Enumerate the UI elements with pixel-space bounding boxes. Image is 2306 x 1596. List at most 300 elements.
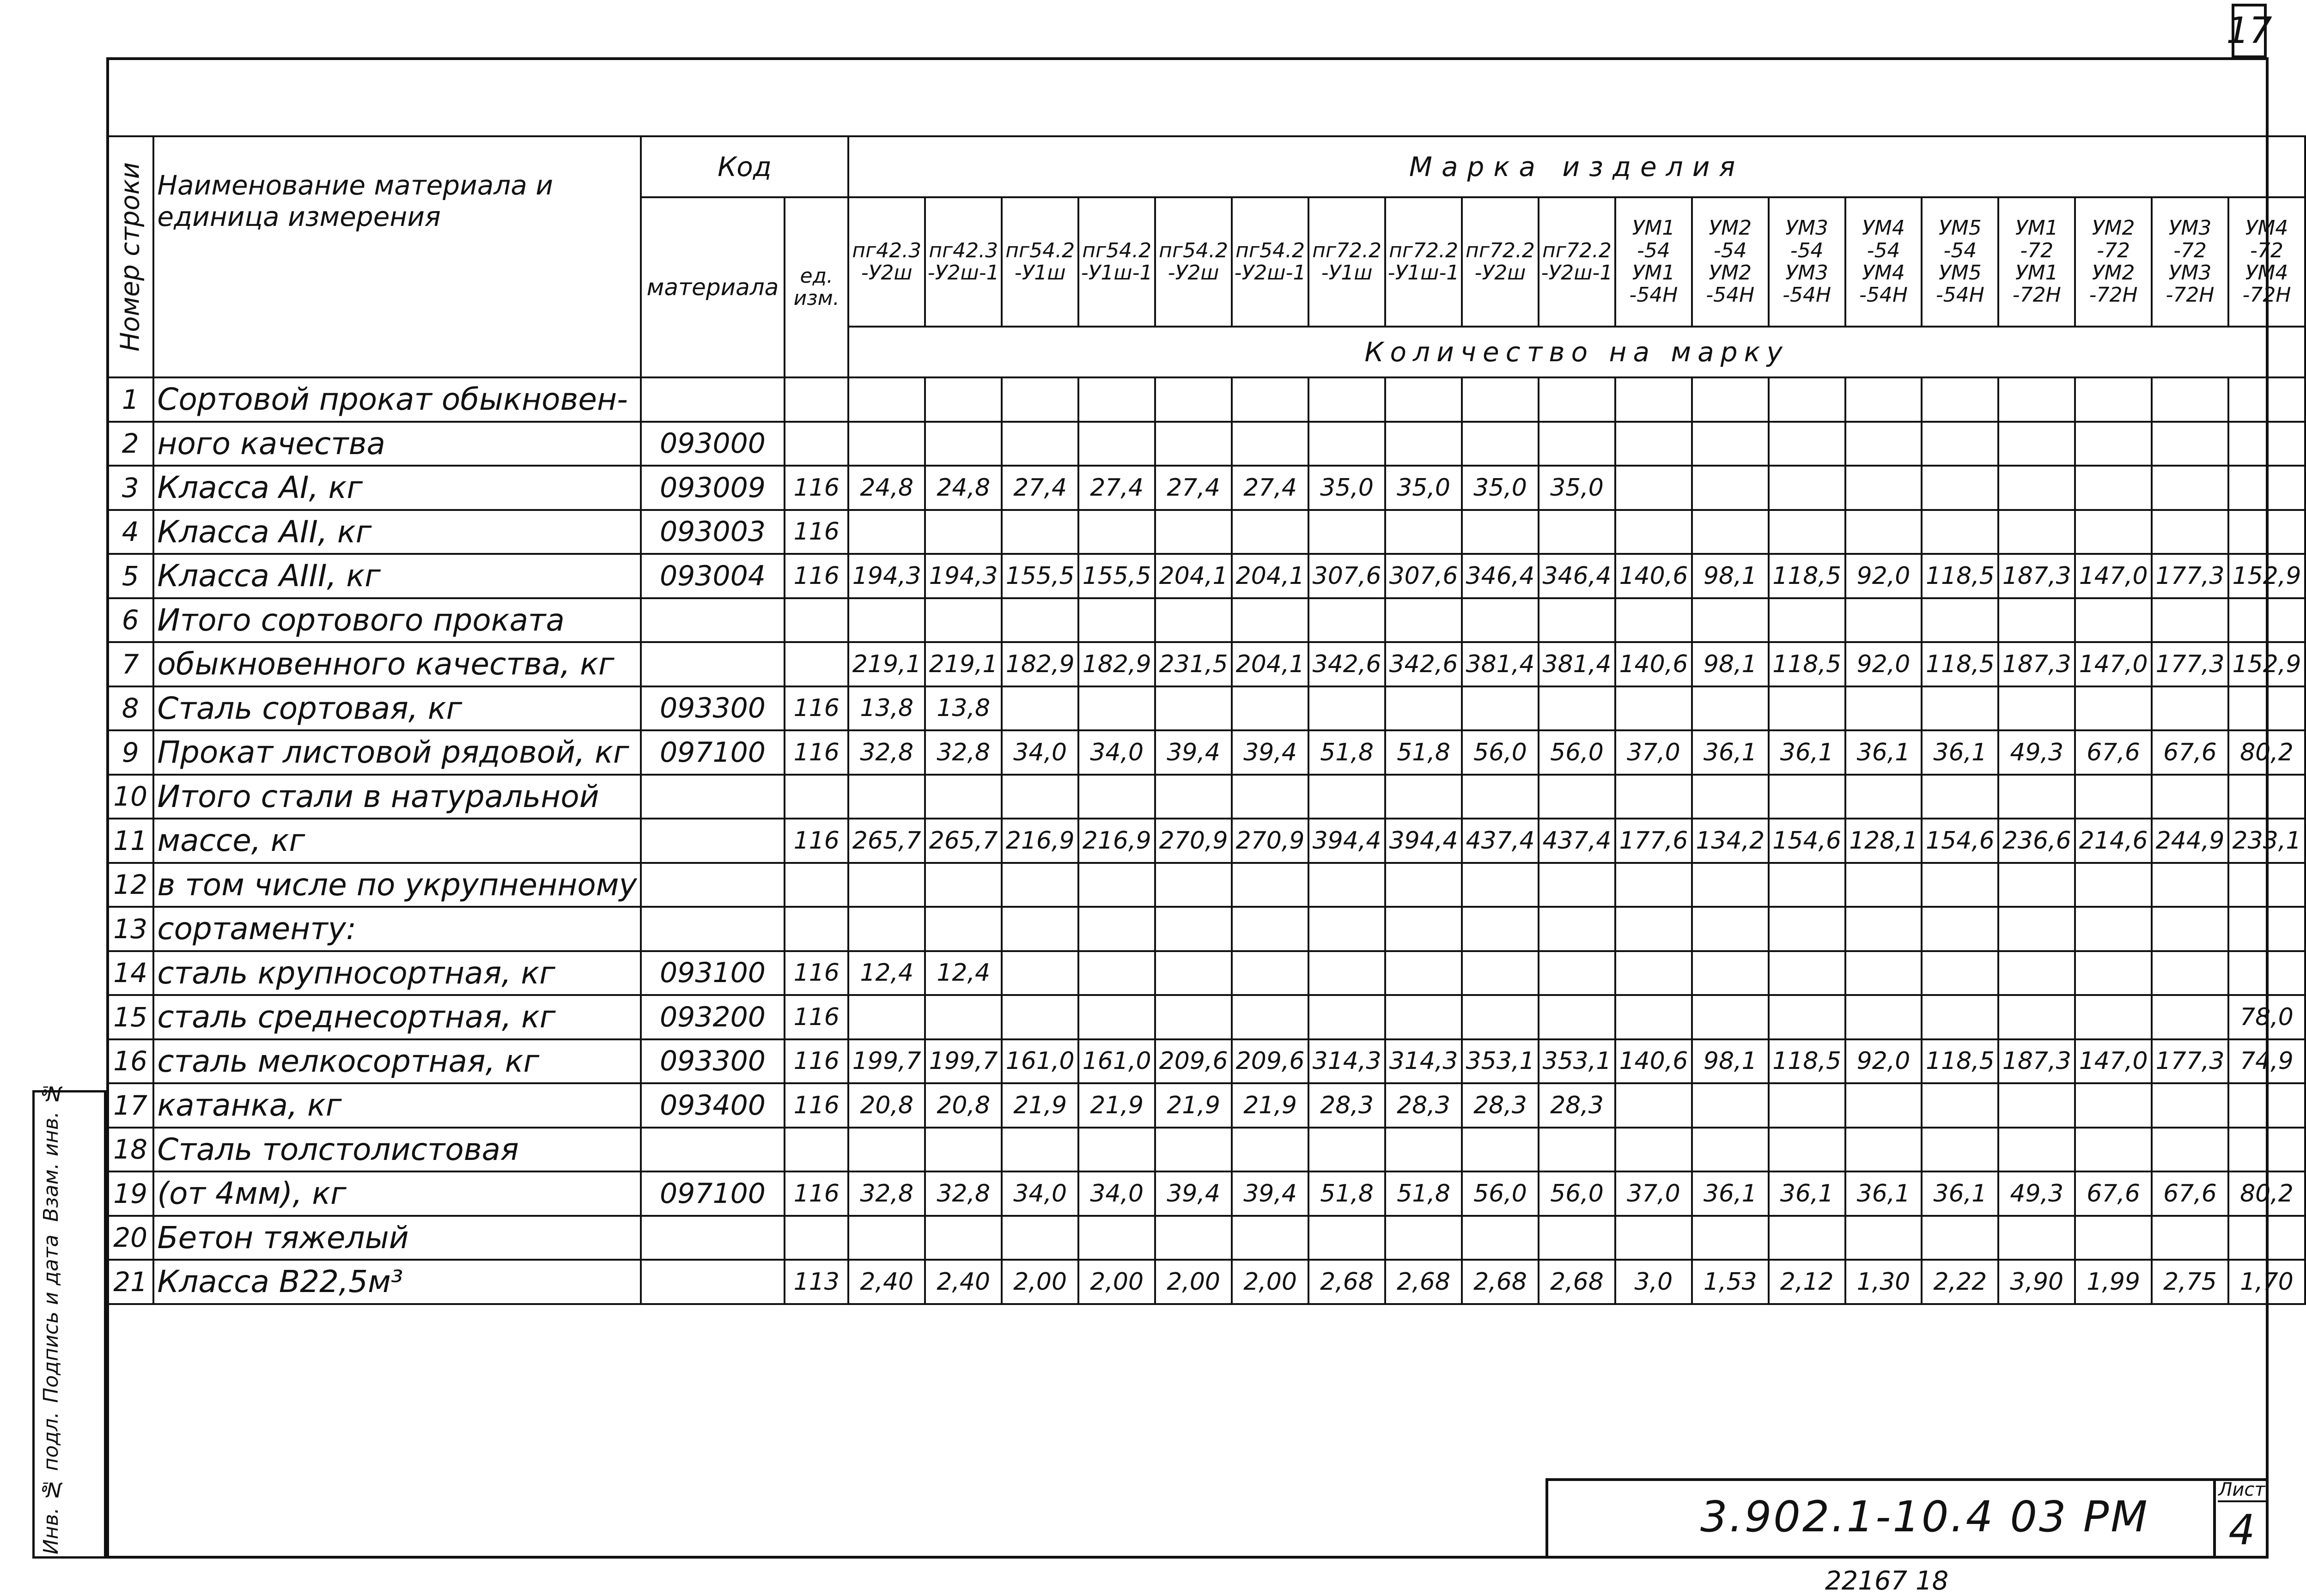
quantity-cell: 307,6 <box>1385 554 1462 598</box>
quantity-cell <box>1078 377 1155 422</box>
material-code <box>641 863 785 907</box>
quantity-cell: 24,8 <box>848 466 925 510</box>
quantity-cell <box>1539 686 1615 731</box>
quantity-cell: 21,9 <box>1078 1083 1155 1128</box>
mark-header-16 <box>2075 197 2152 327</box>
quantity-cell <box>2228 510 2305 554</box>
quantity-cell <box>1615 1128 1692 1172</box>
row-number: 15 <box>107 995 153 1039</box>
mark-suffix: -54Н <box>1783 283 1831 307</box>
quantity-cell <box>1692 377 1769 422</box>
quantity-cell: 177,6 <box>1615 819 1692 863</box>
material-code <box>641 1216 785 1260</box>
mark-header-5 <box>1232 197 1308 327</box>
quantity-cell <box>1845 863 1922 907</box>
mark-suffix: -54Н <box>1629 283 1678 307</box>
quantity-cell: 314,3 <box>1385 1039 1462 1084</box>
quantity-cell: 2,22 <box>1922 1260 1998 1304</box>
quantity-cell: 39,4 <box>1155 730 1232 775</box>
quantity-cell <box>925 863 1002 907</box>
table-row <box>107 554 2305 598</box>
row-number: 7 <box>107 642 153 686</box>
quantity-cell: 342,6 <box>1385 642 1462 686</box>
unit-code: 116 <box>785 466 848 510</box>
quantity-cell: 270,9 <box>1232 819 1308 863</box>
quantity-cell <box>1002 1216 1078 1260</box>
quantity-cell <box>1845 686 1922 731</box>
quantity-cell <box>1002 907 1078 951</box>
table-row <box>107 377 2305 422</box>
quantity-cell: 2,68 <box>1462 1260 1539 1304</box>
quantity-cell <box>1002 510 1078 554</box>
quantity-cell <box>848 775 925 819</box>
quantity-cell: 35,0 <box>1385 466 1462 510</box>
mark-name: пг42.3 <box>929 238 998 262</box>
quantity-cell <box>1539 995 1615 1039</box>
table-row <box>107 466 2305 510</box>
mark-header-9 <box>1539 197 1615 327</box>
quantity-cell <box>1308 686 1385 731</box>
vzam-inv-label: Взам. инв. № <box>39 1081 63 1222</box>
mark-header-11 <box>1692 197 1769 327</box>
mark-header-1 <box>925 197 1002 327</box>
quantity-cell <box>1232 1216 1308 1260</box>
quantity-cell <box>1232 510 1308 554</box>
quantity-cell <box>1615 466 1692 510</box>
quantity-cell <box>1922 995 1998 1039</box>
quantity-cell <box>1385 510 1462 554</box>
quantity-cell <box>848 863 925 907</box>
table-row <box>107 863 2305 907</box>
quantity-cell: 92,0 <box>1845 1039 1922 1084</box>
mark-header-4 <box>1155 197 1232 327</box>
quantity-cell <box>2152 598 2228 643</box>
material-code: 093400 <box>641 1083 785 1128</box>
quantity-cell <box>925 775 1002 819</box>
quantity-cell <box>1769 775 1845 819</box>
quantity-cell <box>1462 951 1539 995</box>
quantity-cell: 32,8 <box>848 1171 925 1216</box>
quantity-cell <box>2152 1216 2228 1260</box>
quantity-cell <box>2152 951 2228 995</box>
table-row <box>107 1260 2305 1304</box>
mark-name: УМ1 -72 УМ1 <box>2015 216 2058 285</box>
quantity-cell <box>1539 422 1615 466</box>
row-number: 2 <box>107 422 153 466</box>
quantity-cell <box>1539 1216 1615 1260</box>
quantity-cell <box>1692 1083 1769 1128</box>
quantity-cell <box>1998 686 2075 731</box>
quantity-cell: 155,5 <box>1078 554 1155 598</box>
material-name: Класса AI, кг <box>153 466 640 510</box>
quantity-cell: 28,3 <box>1308 1083 1385 1128</box>
quantity-cell <box>2228 598 2305 643</box>
quantity-cell: 34,0 <box>1002 1171 1078 1216</box>
material-code <box>641 819 785 863</box>
quantity-cell <box>1769 466 1845 510</box>
quantity-cell <box>1615 907 1692 951</box>
quantity-cell: 140,6 <box>1615 554 1692 598</box>
quantity-cell: 182,9 <box>1002 642 1078 686</box>
quantity-cell: 51,8 <box>1385 1171 1462 1216</box>
quantity-cell <box>2075 1128 2152 1172</box>
header-code: Код <box>641 136 849 197</box>
quantity-cell: 236,6 <box>1998 819 2075 863</box>
row-number: 8 <box>107 686 153 731</box>
quantity-cell <box>1998 510 2075 554</box>
table-row <box>107 819 2305 863</box>
quantity-cell: 3,90 <box>1998 1260 2075 1304</box>
mark-name: пг72.2 <box>1312 238 1381 262</box>
quantity-cell: 51,8 <box>1385 730 1462 775</box>
quantity-cell: 21,9 <box>1155 1083 1232 1128</box>
quantity-cell: 2,00 <box>1078 1260 1155 1304</box>
quantity-cell: 27,4 <box>1232 466 1308 510</box>
quantity-cell <box>1922 466 1998 510</box>
quantity-cell: 314,3 <box>1308 1039 1385 1084</box>
quantity-cell: 219,1 <box>925 642 1002 686</box>
material-name: Итого стали в натуральной <box>153 775 640 819</box>
quantity-cell: 147,0 <box>2075 1039 2152 1084</box>
quantity-cell: 346,4 <box>1539 554 1615 598</box>
unit-code <box>785 907 848 951</box>
quantity-cell <box>1385 863 1462 907</box>
quantity-cell <box>1462 598 1539 643</box>
quantity-cell: 36,1 <box>1922 1171 1998 1216</box>
quantity-cell <box>2075 1216 2152 1260</box>
material-name: Сортовой прокат обыкновен- <box>153 377 640 422</box>
quantity-cell: 147,0 <box>2075 642 2152 686</box>
quantity-cell <box>2228 775 2305 819</box>
quantity-cell <box>1462 1216 1539 1260</box>
quantity-cell <box>1998 995 2075 1039</box>
table-row <box>107 730 2305 775</box>
quantity-cell <box>2152 686 2228 731</box>
quantity-cell <box>2228 951 2305 995</box>
quantity-cell <box>848 598 925 643</box>
quantity-cell <box>1385 907 1462 951</box>
quantity-cell <box>1998 907 2075 951</box>
quantity-cell: 437,4 <box>1539 819 1615 863</box>
quantity-cell: 92,0 <box>1845 642 1922 686</box>
table-row <box>107 1039 2305 1084</box>
quantity-cell <box>1078 686 1155 731</box>
quantity-cell: 209,6 <box>1232 1039 1308 1084</box>
quantity-cell: 56,0 <box>1462 1171 1539 1216</box>
quantity-cell <box>1232 907 1308 951</box>
quantity-cell <box>1308 907 1385 951</box>
quantity-cell <box>2075 598 2152 643</box>
quantity-cell: 35,0 <box>1539 466 1615 510</box>
quantity-cell <box>2152 466 2228 510</box>
quantity-cell <box>1385 598 1462 643</box>
quantity-cell <box>1155 995 1232 1039</box>
quantity-cell: 98,1 <box>1692 554 1769 598</box>
material-name: Класса AIII, кг <box>153 554 640 598</box>
mark-suffix: -72Н <box>2242 283 2291 307</box>
quantity-cell: 20,8 <box>925 1083 1002 1128</box>
quantity-cell: 21,9 <box>1232 1083 1308 1128</box>
quantity-cell <box>2152 775 2228 819</box>
quantity-cell <box>925 907 1002 951</box>
material-name: массе, кг <box>153 819 640 863</box>
material-name: сталь мелкосортная, кг <box>153 1039 640 1084</box>
quantity-cell: 80,2 <box>2228 730 2305 775</box>
quantity-cell <box>1078 951 1155 995</box>
quantity-cell: 118,5 <box>1769 1039 1845 1084</box>
quantity-cell <box>1539 863 1615 907</box>
quantity-cell: 56,0 <box>1539 1171 1615 1216</box>
quantity-cell: 187,3 <box>1998 642 2075 686</box>
unit-code <box>785 1128 848 1172</box>
quantity-cell <box>2228 1128 2305 1172</box>
quantity-cell <box>1078 598 1155 643</box>
unit-code <box>785 377 848 422</box>
quantity-cell <box>1462 422 1539 466</box>
quantity-cell <box>925 422 1002 466</box>
quantity-cell <box>1769 907 1845 951</box>
quantity-cell <box>2152 510 2228 554</box>
table-row <box>107 1083 2305 1128</box>
quantity-cell <box>1308 1128 1385 1172</box>
quantity-cell <box>848 907 925 951</box>
quantity-cell <box>1922 377 1998 422</box>
quantity-cell <box>1769 377 1845 422</box>
quantity-cell <box>1078 510 1155 554</box>
table-row <box>107 642 2305 686</box>
table-row <box>107 598 2305 643</box>
quantity-cell <box>1232 995 1308 1039</box>
quantity-cell <box>925 510 1002 554</box>
quantity-cell <box>1539 907 1615 951</box>
approval-sidebar <box>32 1081 106 1559</box>
mark-header-17 <box>2152 197 2228 327</box>
quantity-cell <box>1615 951 1692 995</box>
mark-name: УМ5 -54 УМ5 <box>1938 216 1982 285</box>
material-code <box>641 907 785 951</box>
header-code-material: материала <box>641 197 785 377</box>
mark-name: пг54.2 <box>1235 238 1305 262</box>
quantity-cell: 2,40 <box>925 1260 1002 1304</box>
quantity-cell <box>1002 995 1078 1039</box>
quantity-cell <box>1845 377 1922 422</box>
mark-name: пг72.2 <box>1466 238 1535 262</box>
row-number: 5 <box>107 554 153 598</box>
mark-name: УМ1 -54 УМ1 <box>1632 216 1675 285</box>
quantity-cell <box>2228 686 2305 731</box>
quantity-cell <box>1002 1128 1078 1172</box>
quantity-cell <box>925 995 1002 1039</box>
quantity-cell <box>2152 377 2228 422</box>
quantity-cell <box>2152 995 2228 1039</box>
quantity-cell <box>1232 951 1308 995</box>
quantity-cell <box>848 1128 925 1172</box>
row-number: 11 <box>107 819 153 863</box>
unit-code: 116 <box>785 995 848 1039</box>
material-code: 093009 <box>641 466 785 510</box>
unit-code: 116 <box>785 1171 848 1216</box>
quantity-cell: 177,3 <box>2152 554 2228 598</box>
quantity-cell <box>1845 995 1922 1039</box>
quantity-cell: 67,6 <box>2075 1171 2152 1216</box>
quantity-cell: 194,3 <box>925 554 1002 598</box>
quantity-cell <box>848 510 925 554</box>
material-name: Класса В22,5м³ <box>153 1260 640 1304</box>
row-number: 9 <box>107 730 153 775</box>
quantity-cell <box>1232 1128 1308 1172</box>
material-code: 093100 <box>641 951 785 995</box>
quantity-cell <box>1155 422 1232 466</box>
unit-code <box>785 863 848 907</box>
row-number: 4 <box>107 510 153 554</box>
quantity-cell: 2,68 <box>1539 1260 1615 1304</box>
quantity-cell: 381,4 <box>1462 642 1539 686</box>
mark-header-13 <box>1845 197 1922 327</box>
quantity-cell: 12,4 <box>925 951 1002 995</box>
mark-header-0 <box>848 197 925 327</box>
mark-header-14 <box>1922 197 1998 327</box>
mark-suffix: -У2ш <box>861 261 913 285</box>
quantity-cell <box>1155 598 1232 643</box>
quantity-cell: 35,0 <box>1308 466 1385 510</box>
mark-suffix: -У1ш-1 <box>1081 261 1153 285</box>
mark-header-15 <box>1998 197 2075 327</box>
mark-suffix: -72Н <box>2089 283 2138 307</box>
quantity-cell <box>1078 1216 1155 1260</box>
unit-code: 116 <box>785 1039 848 1084</box>
quantity-cell: 2,00 <box>1002 1260 1078 1304</box>
material-code: 097100 <box>641 730 785 775</box>
mark-header-10 <box>1615 197 1692 327</box>
quantity-cell <box>1998 422 2075 466</box>
mark-header-2 <box>1002 197 1078 327</box>
quantity-cell: 152,9 <box>2228 554 2305 598</box>
quantity-cell <box>2075 995 2152 1039</box>
row-number: 19 <box>107 1171 153 1216</box>
quantity-cell <box>1462 863 1539 907</box>
quantity-cell: 381,4 <box>1539 642 1615 686</box>
quantity-cell: 118,5 <box>1769 642 1845 686</box>
quantity-cell: 51,8 <box>1308 730 1385 775</box>
material-name: Сталь толстолистовая <box>153 1128 640 1172</box>
quantity-cell <box>1692 686 1769 731</box>
quantity-cell <box>1615 686 1692 731</box>
unit-code: 116 <box>785 686 848 731</box>
table-row <box>107 1171 2305 1216</box>
quantity-cell <box>1998 598 2075 643</box>
quantity-cell <box>1155 951 1232 995</box>
header-quantity: Количество на марку <box>848 327 2305 377</box>
quantity-cell <box>1769 995 1845 1039</box>
quantity-cell <box>1385 1128 1462 1172</box>
row-number: 20 <box>107 1216 153 1260</box>
table-row <box>107 510 2305 554</box>
quantity-cell <box>1155 775 1232 819</box>
quantity-cell: 177,3 <box>2152 1039 2228 1084</box>
quantity-cell <box>1922 686 1998 731</box>
quantity-cell <box>1002 422 1078 466</box>
quantity-cell <box>1462 995 1539 1039</box>
quantity-cell <box>2075 686 2152 731</box>
unit-code: 116 <box>785 510 848 554</box>
table-row <box>107 1128 2305 1172</box>
quantity-cell <box>1615 1083 1692 1128</box>
quantity-cell: 154,6 <box>1769 819 1845 863</box>
quantity-cell <box>1998 863 2075 907</box>
material-code <box>641 1128 785 1172</box>
quantity-cell: 118,5 <box>1769 554 1845 598</box>
quantity-cell: 36,1 <box>1769 730 1845 775</box>
mark-suffix: -У2ш-1 <box>1541 261 1613 285</box>
table-row <box>107 422 2305 466</box>
quantity-cell <box>1615 995 1692 1039</box>
quantity-cell <box>2152 422 2228 466</box>
quantity-cell <box>1845 907 1922 951</box>
quantity-cell: 231,5 <box>1155 642 1232 686</box>
material-name: Прокат листовой рядовой, кг <box>153 730 640 775</box>
quantity-cell: 2,00 <box>1232 1260 1308 1304</box>
quantity-cell <box>1002 377 1078 422</box>
quantity-cell <box>1845 1083 1922 1128</box>
quantity-cell <box>1998 1083 2075 1128</box>
quantity-cell: 161,0 <box>1002 1039 1078 1084</box>
quantity-cell: 36,1 <box>1845 730 1922 775</box>
quantity-cell <box>1308 1216 1385 1260</box>
quantity-cell: 154,6 <box>1922 819 1998 863</box>
mark-suffix: -У1ш <box>1014 261 1066 285</box>
quantity-cell <box>1308 863 1385 907</box>
quantity-cell: 1,70 <box>2228 1260 2305 1304</box>
row-number: 6 <box>107 598 153 643</box>
quantity-cell <box>2228 377 2305 422</box>
quantity-cell <box>1692 775 1769 819</box>
quantity-cell <box>848 422 925 466</box>
unit-code: 116 <box>785 1083 848 1128</box>
row-number: 1 <box>107 377 153 422</box>
quantity-cell <box>1922 1128 1998 1172</box>
quantity-cell <box>1769 510 1845 554</box>
quantity-cell: 56,0 <box>1539 730 1615 775</box>
quantity-cell <box>2075 422 2152 466</box>
quantity-cell <box>1692 598 1769 643</box>
mark-suffix: -У2ш <box>1168 261 1219 285</box>
quantity-cell: 134,2 <box>1692 819 1769 863</box>
quantity-cell: 27,4 <box>1155 466 1232 510</box>
quantity-cell: 36,1 <box>1692 730 1769 775</box>
quantity-cell <box>1845 598 1922 643</box>
sheet-label: Лист <box>2218 1479 2266 1502</box>
quantity-cell <box>1615 377 1692 422</box>
quantity-cell <box>1462 686 1539 731</box>
quantity-cell <box>1769 863 1845 907</box>
row-number: 14 <box>107 951 153 995</box>
quantity-cell: 147,0 <box>2075 554 2152 598</box>
quantity-cell: 118,5 <box>1922 554 1998 598</box>
quantity-cell <box>1692 907 1769 951</box>
quantity-cell <box>2075 377 2152 422</box>
page-corner-number: 17 <box>2232 4 2267 58</box>
quantity-cell <box>1922 1216 1998 1260</box>
quantity-cell: 346,4 <box>1462 554 1539 598</box>
row-number: 13 <box>107 907 153 951</box>
quantity-cell <box>848 377 925 422</box>
material-name: (от 4мм), кг <box>153 1171 640 1216</box>
material-name: ного качества <box>153 422 640 466</box>
quantity-cell: 155,5 <box>1002 554 1078 598</box>
quantity-cell: 34,0 <box>1078 1171 1155 1216</box>
material-code: 093200 <box>641 995 785 1039</box>
quantity-cell: 209,6 <box>1155 1039 1232 1084</box>
